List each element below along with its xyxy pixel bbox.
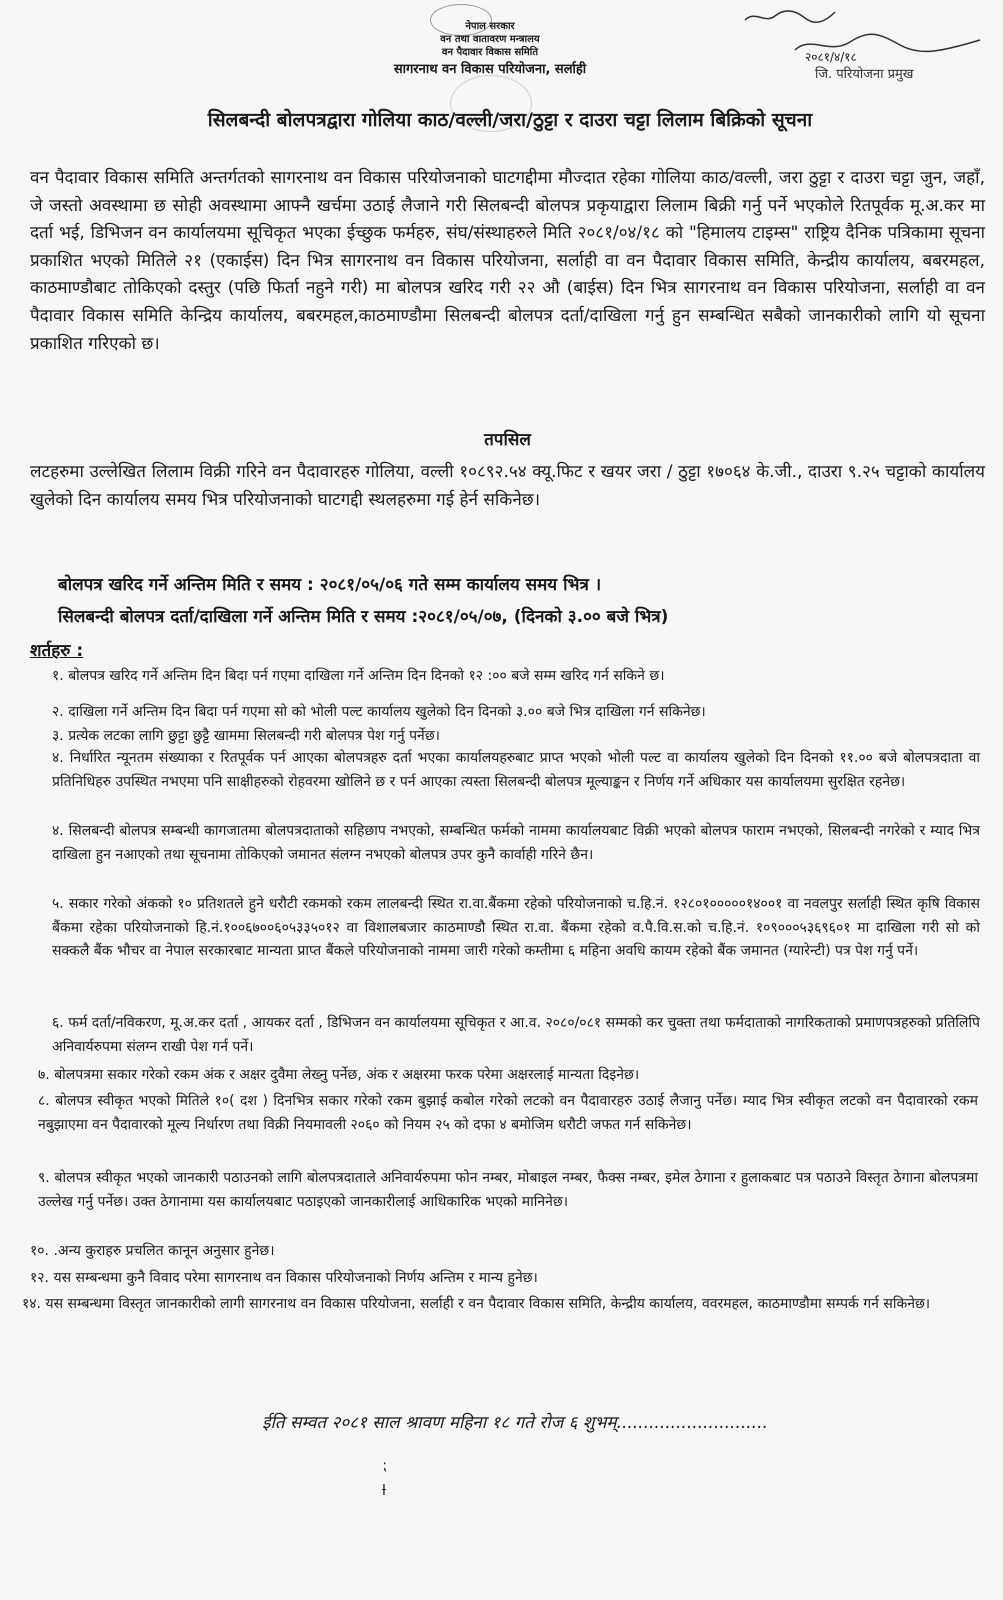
tapasil-text: लटहरुमा उल्लेखित लिलाम विक्री गरिने वन पैदावारहरु गोलिया, वल्ली १०८९२.५४ क्यू.फिट र खयर जरा / ठुट्टा १७०६४ के.जी., दाउरा ९.२५ चट्टाको कार्यालय खुलेको दिन कार्यालय समय भित्र परियोजनाको घाटगद्दी स्थलहरुमा गई हेर्न सकिनेछ। [30,462,985,510]
condition-text: .अन्य कुराहरु प्रचलित कानून अनुसार हुनेछ। [53,1243,275,1259]
condition-text: यस सम्बन्धमा विस्तृत जानकारीको लागी सागरनाथ वन विकास परियोजना, सर्लाही र वन पैदावार विकास समिति, केन्द्रीय कार्यालय, ववरमहल, काठमाण्डौमा सम्पर्क गर्न सकिनेछ। [45,1296,931,1312]
condition-text: दाखिला गर्ने अन्तिम दिन बिदा पर्न गएमा सो को भोली पल्ट कार्यालय खुलेको दिन दिनको ३.०० बजे भित्र दाखिला गर्न सकिनेछ। [68,704,706,720]
condition-item [52,665,972,689]
condition-text: निर्धारित न्यूनतम संख्याका र रितपूर्वक पर्न आएका बोलपत्रहरु दर्ता भएका कार्यालयहरुबाट प्राप्त भएको भोली पल्ट वा कार्यालय खुलेको दिन दिनको ११.०० बजे बोलपत्रदाता वा प्रतिनिधिहरु उपस्थित नभएमा पनि साक्षीहरुको रोहवरमा खोलिने छ र पर्न आएका त्यस्ता सिलबन्दी बोलपत्र मूल्याङ्कन र निर्णय गर्ने अधिकार यस कार्यालयमा सुरक्षित रहनेछ। [52,750,980,790]
notice-title: सिलबन्दी बोलपत्रद्वारा गोलिया काठ/वल्ली/जरा/ठुट्टा र दाउरा चट्टा लिलाम बिक्रिको सूचना [207,109,813,131]
condition-number: २. [52,704,64,720]
condition-item [52,893,980,964]
tapasil-heading: तपसिल [484,430,531,450]
condition-number: ४. [52,823,64,839]
condition-text: सिलबन्दी बोलपत्र सम्बन्धी कागजातमा बोलपत्रदाताको सहिछाप नभएको, सम्बन्धित फर्मको नाममा कार्यालयबाट विक्री भएको बोलपत्र फाराम नभएको, सिलबन्दी नगरेको र म्याद भित्र दाखिला हुन नआएको तथा सूचनामा तोकिएको जमानत संलग्न नभएको बोलपत्र उपर कुनै कार्वाही गरिने छैन। [52,823,980,863]
ink-mark: ƚ [382,1483,386,1499]
condition-number: ४. [52,750,64,766]
ink-mark: ⁏ [382,1458,387,1474]
condition-text: बोलपत्र स्वीकृत भएको जानकारी पठाउनको लागि बोलपत्रदाताले अनिवार्यरुपमा फोन नम्बर, मोबाइल नम्बर, फैक्स नम्बर, इमेल ठेगाना र हुलाकबाट पत्र पठाउने विस्तृत ठेगाना बोलपत्रमा उल्लेख गर्नु पर्नेछ। उक्त ठेगानामा यस कार्यालयबाट पठाइएको जानकारीलाई आधिकारिक भएको मानिनेछ। [38,1170,979,1210]
condition-text: प्रत्येक लटका लागि छुट्टा छुट्टै खाममा सिलबन्दी गरी बोलपत्र पेश गर्नु पर्नेछ। [68,728,440,744]
condition-number: ६. [52,1015,64,1031]
condition-item [52,725,972,749]
condition-text: सकार गरेको अंकको १० प्रतिशतले हुने धरौटी रकमको रकम लालबन्दी स्थित रा.वा.बैंकमा रहेको परियोजनाको च.हि.नं. १२८०१०००००१४००१ वा नवलपुर सर्लाही स्थित कृषि विकास बैंकमा रहेका परियोजनाको हि.नं.१००६७००६०५३३५०१२ वा विशालबजार काठमाण्डौ स्थित रा.वा. बैंकमा रहेको व.पै.वि.स.को च.हि.नं. १०९०००५३६९६०१ मा दाखिला गरी सो को सक्कलै बैंक भौचर वा नेपाल सरकारबाट मान्यता प्राप्त बैंकले परियोजनाको नाममा जारी गरेको कम्तीमा ६ महिना अवधि कायम रहेको बैंक जमानत (ग्यारेन्टी) पत्र पेश गर्नु पर्ने। [52,896,981,959]
condition-number: ५. [52,896,64,912]
condition-number: १. [52,668,64,684]
condition-number: ९. [38,1170,50,1186]
condition-number: ८. [38,1093,50,1109]
condition-number: ३. [52,728,64,744]
condition-number: १२. [30,1270,50,1286]
condition-item [52,820,980,867]
condition-number: १०. [30,1243,50,1259]
condition-text: यस सम्बन्धमा कुनै विवाद परेमा सागरनाथ वन विकास परियोजनाको निर्णय अन्तिम र मान्य हुनेछ। [53,1270,538,1286]
org-ministry: वन तथा वातावरण मन्त्रालय [440,34,540,45]
intro-paragraph: वन पैदावार विकास समिति अन्तर्गतको सागरनाथ वन विकास परियोजनाको घाटगद्दीमा मौज्दात रहेका गोलिया काठ/वल्ली, जरा ठुट्टा र दाउरा चट्टा जुन, जहाँ, जे जस्तो अवस्थामा छ सोही अवस्थामा आफ्नै खर्चमा उठाई लैजाने गरी सिलबन्दी बोलपत्र प्रकृयाद्वारा लिलाम बिक्री गर्नु पर्ने भएकोले रितपूर्वक मू.अ.कर मा दर्ता भई, डिभिजन वन कार्यालयमा सूचिकृत भएका ईच्छुक फर्महरु, संघ/संस्थाहरुले मिति २०८१/०४/१८ को "हिमालय टाइम्स" राष्ट्रिय दैनिक पत्रिकामा सूचना प्रकाशित भएको मितिले २१ (एकाईस) दिन भित्र सागरनाथ वन विकास परियोजना, सर्लाही वा वन पैदावार विकास समिति, केन्द्रीय कार्यालय, बबरमहल, काठमाण्डौबाट तोकिएको दस्तुर (पछि फिर्ता नहुने गरी) मा बोलपत्र खरिद गरी २२ औ (बाईस) दिन भित्र सागरनाथ वन विकास परियोजना, सर्लाही वा वन पैदावार विकास समिति केन्द्रिय कार्यालय, बबरमहल,काठमाण्डौमा सिलबन्दी बोलपत्र दर्ता/दाखिला गर्नु हुन सम्बन्धित सबैको जानकारीको लागि यो सूचना प्रकाशित गरिएको छ। [30,168,985,354]
condition-item [38,1064,978,1088]
condition-item [30,1267,970,1291]
org-government: नेपाल सरकार [465,21,515,32]
reference-number: २०८१/४/१८ [805,50,857,64]
deadline-purchase: बोलपत्र खरिद गर्ने अन्तिम मिति र समय : २०८१/०५/०६ गते सम्म कार्यालय समय भित्र । [58,575,602,595]
condition-item [30,1240,970,1264]
condition-item [52,1012,980,1059]
condition-item [38,1167,978,1214]
org-committee: वन पैदावार विकास समिति [441,47,539,58]
condition-text: बोलपत्र खरिद गर्ने अन्तिम दिन बिदा पर्न गएमा दाखिला गर्ने अन्तिम दिन दिनको १२ :०० बजे सम्म खरिद गर्न सकिने छ। [68,668,665,684]
condition-item [22,1293,970,1317]
conditions-heading: शर्तहरु : [30,641,84,661]
deadline-submission: सिलबन्दी बोलपत्र दर्ता/दाखिला गर्ने अन्तिम मिति र समय :२०८१/०५/०७, (दिनको ३.०० बजे भित्र) [58,607,669,627]
reference-label: जि. परियोजना प्रमुख [815,67,914,82]
condition-number: १४. [22,1296,42,1312]
condition-item [52,701,972,725]
project-name: सागरनाथ वन विकास परियोजना, सर्लाही [393,62,587,77]
closing-line: ईति सम्वत २०८१ साल श्रावण महिना १८ गते रोज ६ शुभम्............................ [262,1413,768,1433]
condition-text: फर्म दर्ता/नविकरण, मू.अ.कर दर्ता , आयकर दर्ता , डिभिजन वन कार्यालयमा सूचिकृत र आ.व. २०८०/०८१ सम्मको कर चुक्ता तथा फर्मदाताको नागरिकताको प्रमाणपत्रहरुको प्रतिलिपि अनिवार्यरुपमा संलग्न राखी पेश गर्न पर्ने। [52,1015,980,1055]
condition-item [52,747,980,794]
letterhead [330,20,650,77]
condition-item [38,1090,978,1137]
signature-top [740,6,840,28]
condition-text: बोलपत्र स्वीकृत भएको मितिले १०( दश ) दिनभित्र सकार गरेको रकम बुझाई कबोल गरेको लटको वन पैदावारहरु उठाई लैजानु पर्नेछ। म्याद भित्र स्वीकृत लटको वन पैदावारको रकम नबुझाएमा वन पैदावारको मूल्य निर्धारण तथा विक्री नियमावली २०६० को नियम २५ को दफा ४ बमोजिम धरौटी जफत गर्न सकिनेछ। [38,1093,978,1133]
condition-number: ७. [38,1067,50,1083]
condition-text: बोलपत्रमा सकार गरेको रकम अंक र अक्षर दुवैमा लेख्नु पर्नेछ, अंक र अक्षरमा फरक परेमा अक्षरलाई मान्यता दिइनेछ। [54,1067,640,1083]
